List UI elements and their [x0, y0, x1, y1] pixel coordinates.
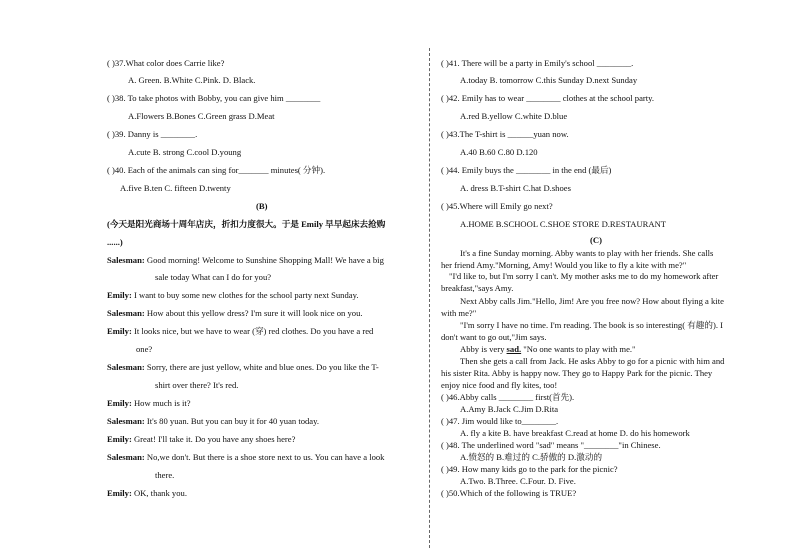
question-42: ( )42. Emily has to wear ________ clothes at the school party. [441, 93, 655, 103]
underlined-word: sad. [506, 344, 522, 354]
dialogue-line: Emily: How much is it? [107, 398, 191, 408]
question-47: ( )47. Jim would like to________. [441, 416, 559, 426]
question-43-options: A.40 B.60 C.80 D.120 [460, 147, 538, 157]
section-b-heading: (B) [256, 201, 268, 211]
speaker-label: Emily: [107, 326, 132, 336]
speaker-label: Salesman: [107, 416, 145, 426]
question-50: ( )50.Which of the following is TRUE? [441, 488, 577, 498]
question-47-options: A. fly a kite B. have breakfast C.read at home D. do his homework [460, 428, 690, 438]
passage-line: Abby is very sad. "No one wants to play with me." [460, 344, 636, 354]
speaker-label: Emily: [107, 434, 132, 444]
passage-line: It's a fine Sunday morning. Abby wants to play with her friends. She calls [460, 248, 714, 258]
section-b-intro-cont: ......) [107, 237, 123, 247]
dialogue-line: Emily: It looks nice, but we have to wear (穿) red clothes. Do you have a red [107, 326, 374, 336]
passage-line: Next Abby calls Jim."Hello, Jim! Are you free now? How about flying a kite [460, 296, 724, 306]
passage-line: don't want to go out,"Jim says. [441, 332, 547, 342]
dialogue-line-cont: sale today What can I do for you? [155, 272, 272, 282]
dialogue-line: Salesman: How about this yellow dress? I'm sure it will look nice on you. [107, 308, 363, 318]
question-41-options: A.today B. tomorrow C.this Sunday D.next Sunday [460, 75, 638, 85]
dialogue-line-cont: shirt over there? It's red. [155, 380, 239, 390]
dialogue-line: Salesman: Good morning! Welcome to Sunshine Shopping Mall! We have a big [107, 255, 384, 265]
passage-line: his sister Rita. Abby is happy now. They go to Happy Park for the picnic. They [441, 368, 713, 378]
question-49-options: A.Two. B.Three. C.Four. D. Five. [460, 476, 576, 486]
question-41: ( )41. There will be a party in Emily's school ________. [441, 58, 634, 68]
section-b-intro: (今天是阳光商场十周年店庆，折扣力度很大。于是 Emily 早早起床去抢购 [107, 219, 386, 229]
question-45-options: A.HOME B.SCHOOL C.SHOE STORE D.RESTAURANT [460, 219, 667, 229]
column-divider [429, 48, 430, 548]
passage-line: breakfast,"says Amy. [441, 283, 514, 293]
question-44-options: A. dress B.T-shirt C.hat D.shoes [460, 183, 571, 193]
question-37-options: A. Green. B.White C.Pink. D. Black. [128, 75, 256, 85]
dialogue-line: Salesman: It's 80 yuan. But you can buy it for 40 yuan today. [107, 416, 320, 426]
passage-line: her friend Amy."Morning, Amy! Would you like to fly a kite with me?" [441, 260, 687, 270]
question-42-options: A.red B.yellow C.white D.blue [460, 111, 568, 121]
passage-line: "I'd like to, but I'm sorry I can't. My mother asks me to do my homework after [449, 271, 719, 281]
question-49: ( )49. How many kids go to the park for the picnic? [441, 464, 618, 474]
speaker-label: Salesman: [107, 308, 145, 318]
speaker-label: Emily: [107, 290, 132, 300]
question-39: ( )39. Danny is ________. [107, 129, 198, 139]
question-37: ( )37.What color does Carrie like? [107, 58, 225, 68]
question-46: ( )46.Abby calls ________ first(首先). [441, 392, 575, 402]
dialogue-line: Emily: I want to buy some new clothes for the school party next Sunday. [107, 290, 359, 300]
dialogue-line: Salesman: Sorry, there are just yellow, white and blue ones. Do you like the T- [107, 362, 379, 372]
speaker-label: Salesman: [107, 255, 145, 265]
dialogue-line: Emily: Great! I'll take it. Do you have any shoes here? [107, 434, 296, 444]
dialogue-line-cont: one? [136, 344, 153, 354]
speaker-label: Salesman: [107, 452, 145, 462]
speaker-label: Salesman: [107, 362, 145, 372]
question-44: ( )44. Emily buys the ________ in the end (最后) [441, 165, 612, 175]
question-38-options: A.Flowers B.Bones C.Green grass D.Meat [128, 111, 275, 121]
speaker-label: Emily: [107, 398, 132, 408]
question-40-options: A.five B.ten C. fifteen D.twenty [120, 183, 231, 193]
passage-line: with me?" [441, 308, 477, 318]
dialogue-line: Emily: OK, thank you. [107, 488, 187, 498]
section-c-heading: (C) [590, 235, 602, 245]
question-46-options: A.Amy B.Jack C.Jim D.Rita [460, 404, 559, 414]
question-48: ( )48. The underlined word "sad" means "________"in Chinese. [441, 440, 661, 450]
passage-line: "I'm sorry I have no time. I'm reading. The book is so interesting( 有趣的). I [460, 320, 724, 330]
question-43: ( )43.The T-shirt is ______yuan now. [441, 129, 569, 139]
question-39-options: A.cute B. strong C.cool D.young [128, 147, 242, 157]
question-38: ( )38. To take photos with Bobby, you can give him ________ [107, 93, 321, 103]
question-45: ( )45.Where will Emily go next? [441, 201, 553, 211]
dialogue-line: Salesman: No,we don't. But there is a shoe store next to us. You can have a look [107, 452, 385, 462]
passage-line: Then she gets a call from Jack. He asks Abby to go for a picnic with him and [460, 356, 725, 366]
dialogue-line-cont: there. [155, 470, 175, 480]
question-48-options: A.愤怒的 B.难过的 C.骄傲的 D.激动的 [460, 452, 603, 462]
passage-line: enjoy nice food and fly kites, too! [441, 380, 558, 390]
speaker-label: Emily: [107, 488, 132, 498]
question-40: ( )40. Each of the animals can sing for_______ minutes( 分钟). [107, 165, 326, 175]
